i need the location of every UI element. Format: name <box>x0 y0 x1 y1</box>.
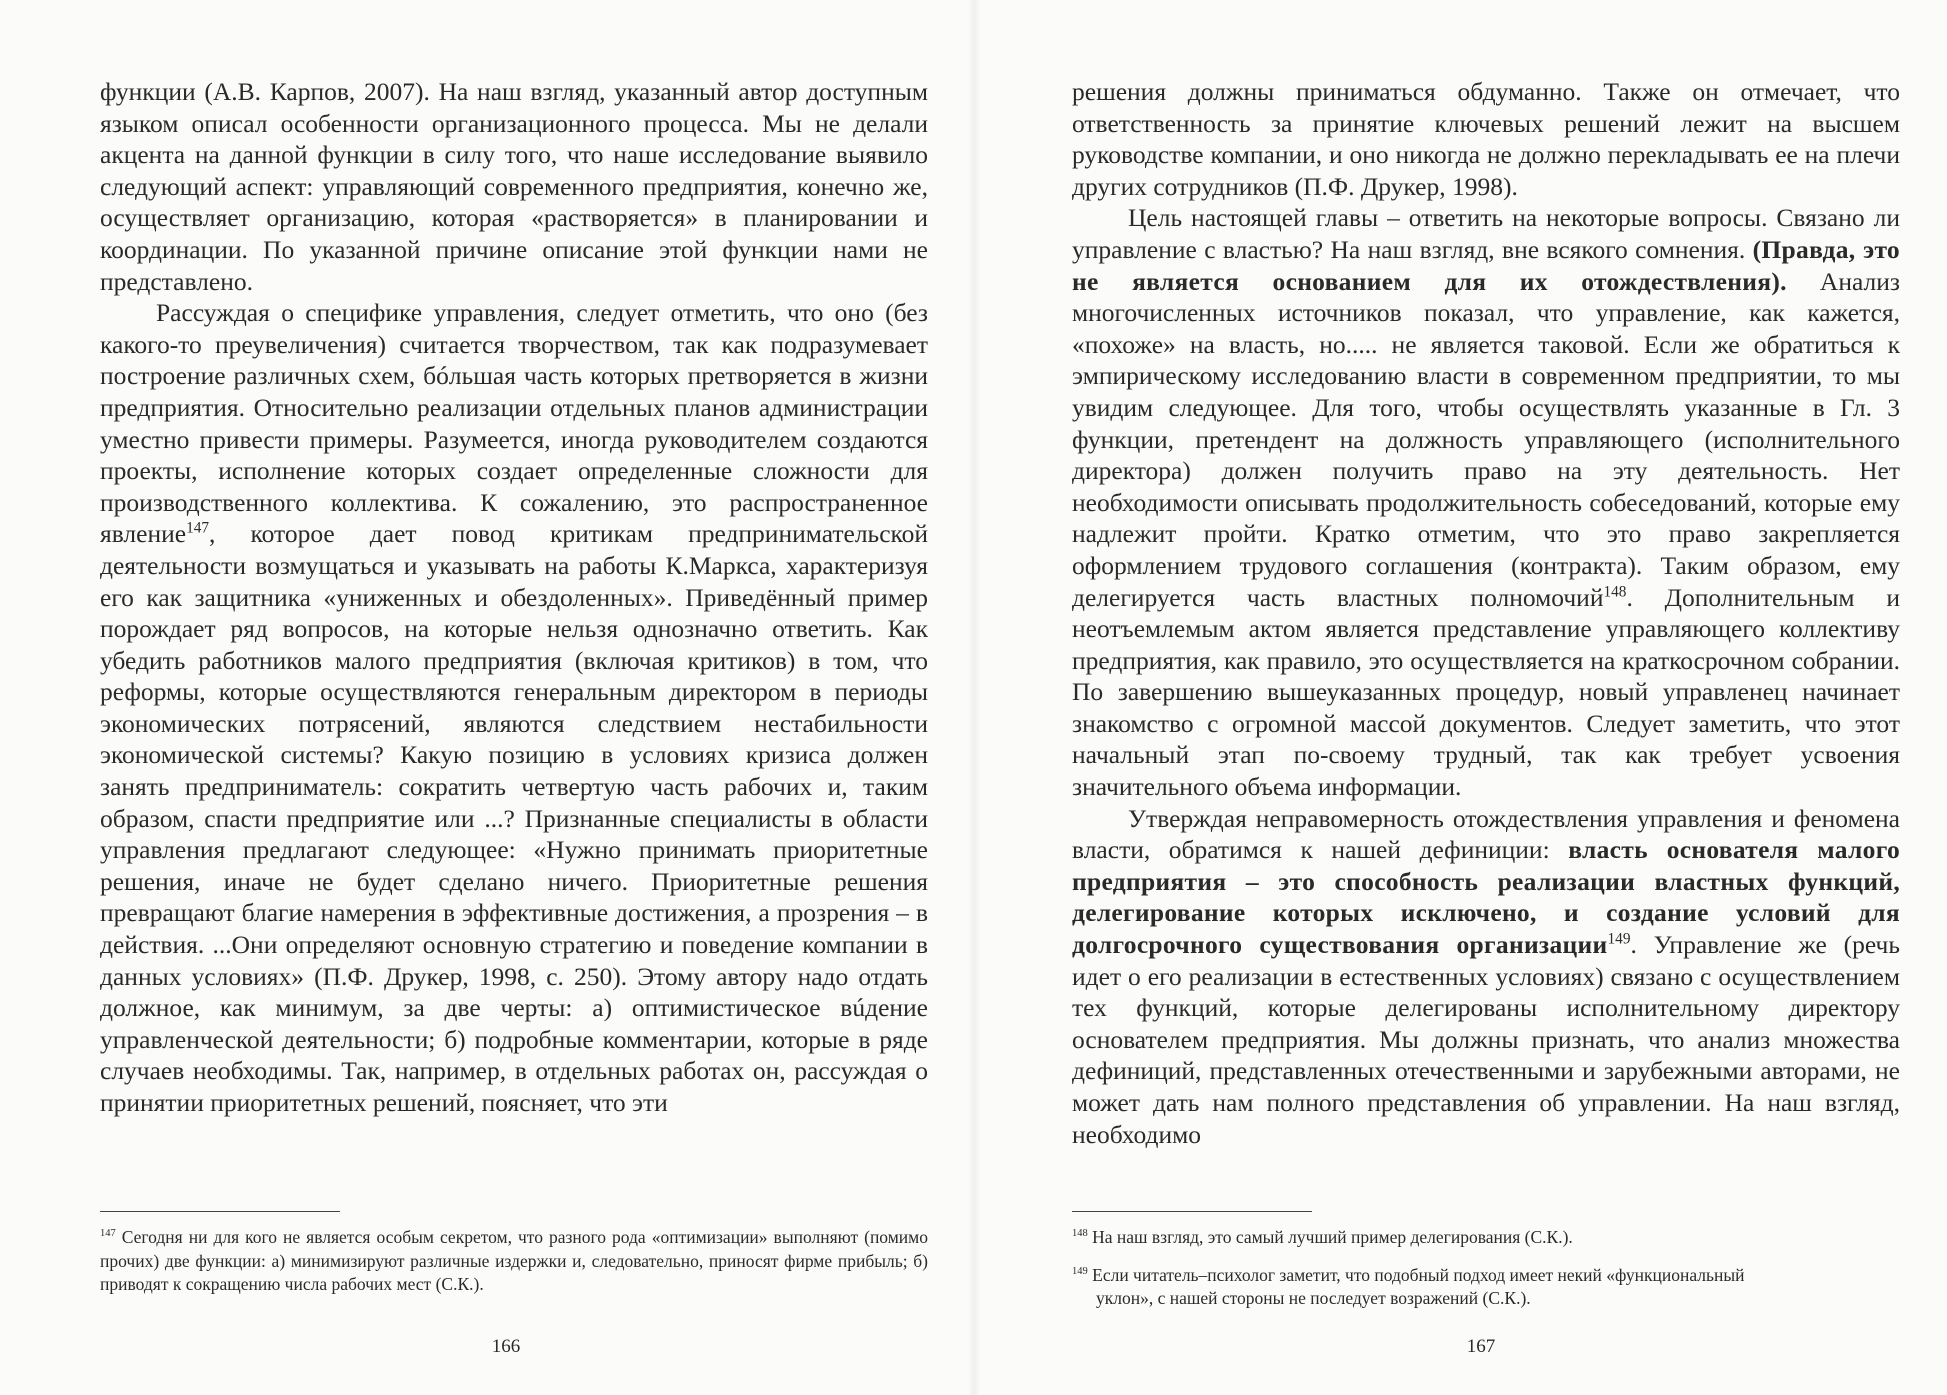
paragraph: функции (А.В. Карпов, 2007). На наш взгляд, указанный автор доступным языком описал особенности организационного процесса. Мы не делали акцента на данной функции в силу того, что наше исследование выявило следующий аспект: управляющий современного предприятия, конечно же, осуществляет организацию, которая «растворяется» в планировании и координации. По указанной причине описание этой функции нами не представлено. <box>100 77 928 296</box>
footnote <box>100 1226 928 1297</box>
paragraph-text: . Управление же (речь идет о его реализации в естественных условиях) связано с осуществлением тех функций, которые делегированы исполнительному директору основателем предприятия. Мы должны признать, что анализ множества дефиниций, представленных отечественными и зарубежными авторами, не может дать нам полного представления об управлении. На наш взгляд, необходимо <box>1072 930 1900 1149</box>
paragraph-text: Утверждая неправомерность отождествления управления и феномена власти, обратимся к нашей дефиниции: <box>1072 803 1900 865</box>
paragraph-text: Рассуждая о специфике управления, следует отметить, что оно (без какого-то преувеличения) считается творчеством, так как подразумевает построение различных схем, бóльшая часть которых претворяется в жизни предприятия. Относительно реализации отдельных планов администрации уместно привести примеры. Разумеется, иногда руководителем создаются проекты, исполнение которых создает определенные сложности для производственного коллектива. К сожалению, это распространенное явление <box>100 298 928 549</box>
footnote-divider <box>1072 1211 1312 1212</box>
footnote-number: 147 <box>100 1228 116 1240</box>
footnote-ref: 147 <box>186 519 210 537</box>
paragraph <box>100 297 928 1118</box>
footnote-ref: 148 <box>1603 583 1627 600</box>
right-page-body <box>1072 76 1900 1150</box>
footnote <box>1072 1226 1900 1250</box>
footnote <box>1072 1264 1900 1311</box>
right-page <box>974 0 1947 1395</box>
left-page-body <box>100 76 928 1119</box>
footnote-text: Если читатель–психолог заметит, что подобный подход имеет некий «функциональный <box>1087 1264 1745 1285</box>
footnote-text: Сегодня ни для кого не является особым секретом, что разного рода «оптимизации» выполняют (помимо прочих) две функции: а) минимизируют различные издержки и, следовательно, приносят фирме прибыль; б) приводят к сокращению числа рабочих мест (С.К.). <box>100 1227 928 1294</box>
paragraph-text: . Дополнительным и неотъемлемым актом является представление управляющего коллективу предприятия, как правило, это осуществляется на краткосрочном собрании. По завершению вышеуказанных процедур, новый управленец начинает знакомство с огромной массой документов. Следует заметить, что этот начальный этап по-своему трудный, так как требует усвоения значительного объема информации. <box>1072 582 1900 802</box>
paragraph-text: Анализ многочисленных источников показал, что управление, как кажется, «похоже» на власть, но..... не является таковой. Если же обратиться к эмпирическому исследованию власти в современном предприятии, то мы увидим следующее. Для того, чтобы осуществлять указанные в Гл. 3 функции, претендент на должность управляющего (исполнительного директора) должен получить право на эту деятельность. Нет необходимости описывать продолжительность собеседований, которые ему надлежит пройти. Кратко отметим, что это право закрепляется оформлением трудового соглашения (контракта). Таким образом, ему делегируется часть властных полномочий <box>1072 266 1900 612</box>
footnote-number: 149 <box>1072 1265 1088 1277</box>
footnote-number: 148 <box>1072 1228 1088 1240</box>
paragraph: решения должны приниматься обдуманно. Также он отмечает, что ответственность за принятие ключевых решений лежит на высшем руководстве компании, и оно никогда не должно перекладывать ее на плечи других сотрудников (П.Ф. Друкер, 1998). <box>1072 77 1900 201</box>
footnote-divider <box>100 1211 340 1212</box>
footnotes <box>100 1226 928 1311</box>
footnote-ref: 149 <box>1607 930 1631 948</box>
paragraph <box>1072 202 1900 802</box>
page-number: 167 <box>1466 1336 1496 1357</box>
paragraph-text: , которое дает повод критикам предпринимательской деятельности возмущаться и указывать на работы К.Маркса, характеризуя его как защитника «униженных и обездоленных». Приведённый пример порождает ряд вопросов, на которые нельзя однозначно ответить. Как убедить работников малого предприятия (включая критиков) в том, что реформы, которые осуществляются генеральным директором в периоды экономических потрясений, являются следствием нестабильности экономической системы? Какую позицию в условиях кризиса должен занять предприниматель: сократить четвертую часть рабочих и, таким образом, спасти предприятие или ...? Признанные специалисты в области управления предлагают следующее: «Нужно принимать приоритетные решения, иначе не будет сделано ничего. Приоритетные решения превращают благие намерения в эффективные достижения, а прозрения – в действия. ...Они определяют основную стратегию и поведение компании в данных условиях» (П.Ф. Друкер, 1998, с. 250). Этому автору надо отдать должное, как минимум, за две черты: а) оптимистическое вúдение управленческой деятельности; б) подробные комментарии, которые в ряде случаев необходимы. Так, например, в отдельных работах он, рассуждая о принятии приоритетных решений, поясняет, что эти <box>100 519 928 1117</box>
paragraph-text: Цель настоящей главы – ответить на некоторые вопросы. Связано ли управление с властью? На наш взгляд, вне всякого сомнения. <box>1072 203 1900 264</box>
paragraph <box>1072 803 1900 1151</box>
bold-statement: (Правда, это не является основанием для их отождествления). <box>1072 234 1900 296</box>
page-number: 166 <box>491 1336 521 1357</box>
definition: власть основателя малого предприятия – это способность реализации властных функций, делегирование которых исключено, и создание условий для долгосрочного существования организации <box>1072 835 1900 960</box>
footnote-text: На наш взгляд, это самый лучший пример делегирования (С.К.). <box>1087 1227 1573 1247</box>
footnotes <box>1072 1226 1900 1325</box>
footnote-text-continuation: уклон», с нашей стороны не последует возражений (С.К.). <box>1096 1288 1531 1308</box>
